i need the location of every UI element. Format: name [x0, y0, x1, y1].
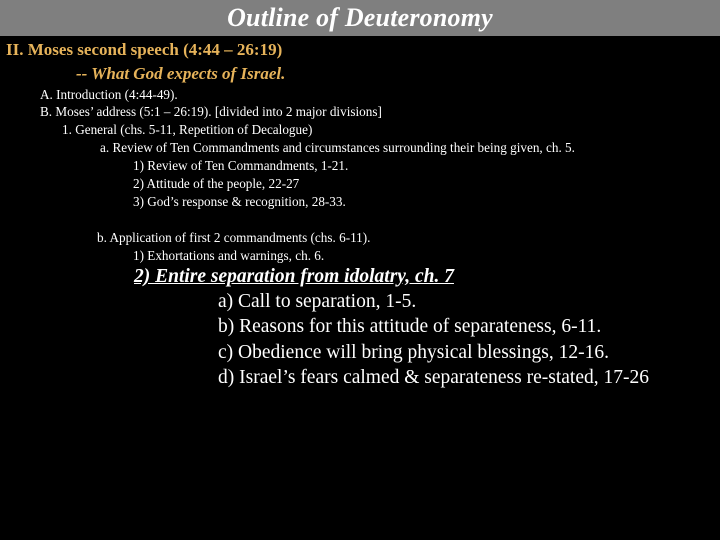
outline-line-a3: 3) God’s response & recognition, 28-33. — [133, 194, 346, 209]
outline-line-a: A. Introduction (4:44-49). — [40, 87, 178, 102]
section-subheading: -- What God expects of Israel. — [76, 64, 286, 83]
focus-item-c: c) Obedience will bring physical blessings, 12-16. — [218, 342, 609, 363]
slide-title: Outline of Deuteronomy — [227, 3, 493, 32]
outline-line-a1: 1) Review of Ten Commandments, 1-21. — [133, 158, 349, 173]
outline-line-a2: 2) Attitude of the people, 22-27 — [133, 176, 300, 191]
focus-item-a: a) Call to separation, 1-5. — [218, 291, 417, 312]
outline-line-b-sub1: 1) Exhortations and warnings, ch. 6. — [133, 248, 325, 263]
focus-item-b: b) Reasons for this attitude of separateness, 6-11. — [218, 316, 602, 337]
outline-line-a-sub: a. Review of Ten Commandments and circumstances surrounding their being given, ch. 5. — [100, 140, 575, 155]
outline-line-b1: 1. General (chs. 5-11, Repetition of Decalogue) — [62, 122, 313, 137]
focus-item-d: d) Israel’s fears calmed & separateness re-stated, 17-26 — [218, 367, 649, 388]
outline-line-b-sub: b. Application of first 2 commandments (chs. 6-11). — [97, 230, 371, 245]
section-heading: II. Moses second speech (4:44 – 26:19) — [6, 40, 283, 59]
outline-line-b: B. Moses’ address (5:1 – 26:19). [divided into 2 major divisions] — [40, 104, 382, 119]
focus-heading: 2) Entire separation from idolatry, ch. 7 — [134, 266, 454, 287]
